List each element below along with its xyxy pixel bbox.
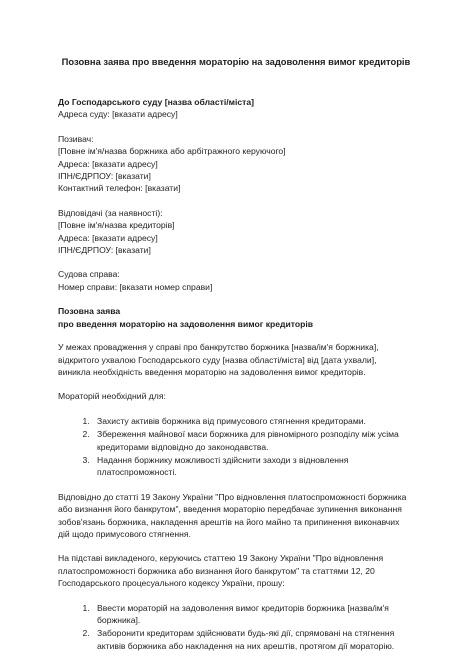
defendants-line: Адреса: [вказати адресу] [58, 232, 158, 243]
plaintiff-line: Адреса: [вказати адресу] [58, 158, 158, 169]
list-item [92, 428, 414, 453]
list-item-line: 1. Захисту активів боржника від примусового стягнення кредиторами. [97, 415, 366, 426]
claim-heading-line2: про введення мораторію на задоволення вимог кредиторів [58, 318, 314, 329]
intro-line: відкритого ухвалою Господарського суду [назва області/міста] від [дата ухвали], [58, 354, 377, 365]
request-intro-paragraph [58, 552, 414, 589]
legal-basis-paragraph [58, 491, 414, 541]
defendants-block [58, 207, 414, 257]
list-item-line: 1. Ввести мораторій на задоволення вимог кредиторів боржника [назва/ім'я [97, 602, 389, 613]
legal-basis-line: Відповідно до статті 19 Закону України "Про відновлення платоспроможності боржника [58, 491, 407, 502]
list-item-line: 3. Надання боржнику можливості здійснити заходи з відновлення [97, 454, 349, 465]
court-address: Адреса суду: [вказати адресу] [58, 109, 178, 120]
defendants-line: ІПН/ЄДРПОУ: [вказати] [58, 245, 151, 256]
case-number: Номер справи: [вказати номер справи] [58, 281, 213, 292]
court-block [58, 96, 414, 121]
case-label: Судова справа: [58, 269, 120, 280]
plaintiff-line: ІПН/ЄДРПОУ: [вказати] [58, 171, 151, 182]
list-item [92, 415, 414, 427]
request-intro-line: платоспроможності боржника або визнання його банкрутом" та статтями 12, 20 [58, 565, 375, 576]
list-item [92, 454, 414, 479]
necessity-label [58, 390, 414, 402]
intro-line: У межах провадження у справі про банкрутство боржника [назва/ім'я боржника], [58, 342, 379, 353]
list-item-line: платоспроможності. [97, 467, 177, 478]
plaintiff-line: [Повне ім'я/назва боржника або арбітражного керуючого] [58, 146, 286, 157]
claim-heading-line1: Позовна заява [58, 306, 121, 317]
case-block [58, 268, 414, 293]
reasons-list [58, 415, 414, 479]
defendants-line: [Повне ім'я/назва кредиторів] [58, 220, 175, 231]
list-item-line: 2. Збереження майнової маси боржника для рівномірного розподілу між усіма [97, 429, 399, 440]
request-intro-line: Господарського процесуального кодексу України, прошу: [58, 578, 285, 589]
document-title: Позовна заява про введення мораторію на задоволення вимог кредиторів [61, 56, 411, 67]
list-item-line: боржника]. [97, 615, 141, 625]
legal-basis-line: дій щодо примусового стягнення. [58, 528, 191, 539]
plaintiff-block [58, 133, 414, 195]
requests-list [58, 602, 414, 653]
list-item-line: активів боржника або накладення на них арештів, протягом дії мораторію. [97, 640, 395, 651]
defendants-label: Відповідачі (за наявності): [58, 207, 163, 218]
necessity-label-text: Мораторій необхідний для: [58, 391, 166, 402]
list-item [92, 602, 414, 627]
list-item-line: 2. Заборонити кредиторам здійснювати будь-які дії, спрямовані на стягнення [97, 628, 395, 639]
plaintiff-line: Контактний телефон: [вказати] [58, 183, 181, 194]
court-heading: До Господарського суду [назва області/міста] [58, 97, 254, 107]
intro-paragraph [58, 341, 414, 378]
claim-heading [58, 305, 414, 330]
legal-basis-line: зобов'язань боржника, накладення арештів на його майно та припинення виконавчих [58, 516, 400, 527]
request-intro-line: На підставі викладеного, керуючись статтею 19 Закону України "Про відновлення [58, 553, 384, 564]
list-item-line: кредиторами відповідно до законодавства. [97, 441, 269, 452]
legal-basis-line: або визнання його банкрутом", введення мораторію передбачає зупинення виконання [58, 504, 402, 515]
plaintiff-label: Позивач: [58, 133, 94, 144]
list-item [92, 627, 414, 652]
intro-line: виникла необхідність введення мораторію на задоволення вимог кредиторів. [58, 366, 366, 377]
